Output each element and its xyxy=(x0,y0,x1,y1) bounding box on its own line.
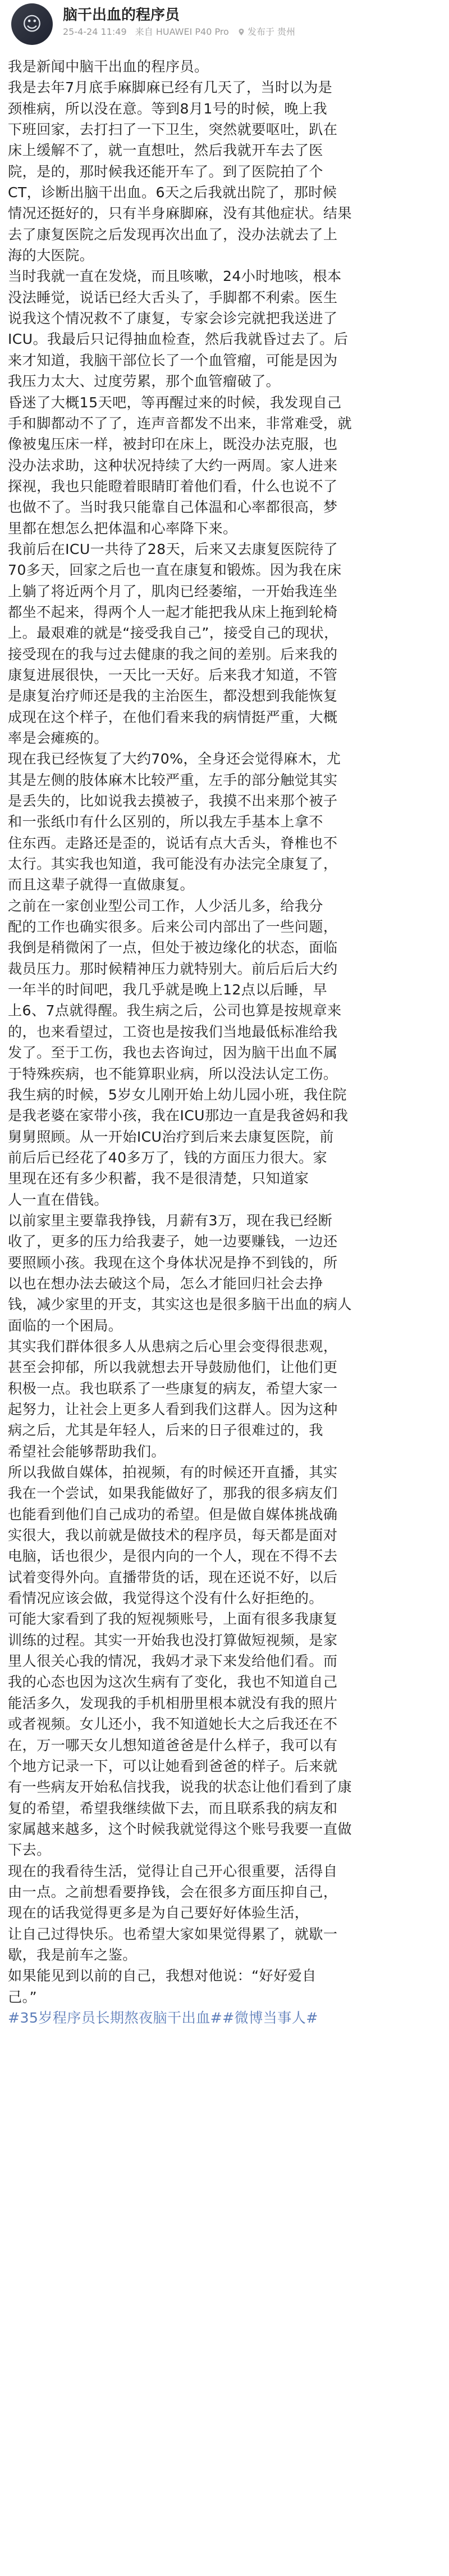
body-line: 探视，我也只能瞪着眼睛盯着他们看，什么也说不了 xyxy=(8,478,338,494)
body-line: 里都在想怎么把体温和心率降下来。 xyxy=(8,520,237,537)
body-line: 70多天，回家之后也一直在康复和锻炼。因为我在床 xyxy=(8,562,342,579)
body-line: 康复进展很快，一天比一天好。后来我才知道，不管 xyxy=(8,666,338,683)
body-line: 所以我做自媒体，拍视频，有的时候还开直播，其实 xyxy=(8,1464,338,1481)
body-line: 积极一点。我也联系了一些康复的病友，希望大家一 xyxy=(8,1380,338,1397)
body-line: 以也在想办法去破这个局，怎么才能回归社会去挣 xyxy=(8,1275,323,1292)
body-line: 其是左侧的肢体麻木比较严重，左手的部分触觉其实 xyxy=(8,771,338,788)
body-line: 训练的过程。其实一开始我也没打算做短视频，是家 xyxy=(8,1632,338,1648)
body-line: 是丢失的，比如说我去摸被子，我摸不出来那个被子 xyxy=(8,793,338,810)
body-line: 海的大医院。 xyxy=(8,247,94,264)
body-line: 都坐不起来，得两个人一起才能把我从床上拖到轮椅 xyxy=(8,603,338,620)
body-line: 里人很关心我的情况，我妈才录下来发给他们看。而 xyxy=(8,1653,338,1670)
body-line: 去了康复医院之后发现再次出血了，没办法就去了上 xyxy=(8,226,338,243)
body-line: 现在我已经恢复了大约70%，全身还会觉得麻木，尤 xyxy=(8,751,341,767)
post-source: 来自 HUAWEI P40 Pro xyxy=(135,26,229,37)
body-line: 我压力太大、过度劳累，那个血管瘤破了。 xyxy=(8,373,281,390)
body-line: 而且这辈子就得一直做康复。 xyxy=(8,876,194,893)
body-line: 要照顾小孩。我现在这个身体状况是挣不到钱的，所 xyxy=(8,1254,338,1271)
body-line: 发了。至于工伤，我也去咨询过，因为脑干出血不属 xyxy=(8,1044,338,1061)
body-line: 下去。 xyxy=(8,1842,51,1859)
body-line: 颈椎病，所以没在意。等到8月1号的时候，晚上我 xyxy=(8,100,328,117)
post-location-text: 发布于 贵州 xyxy=(247,26,296,37)
location-pin-icon xyxy=(237,28,245,36)
body-line: 面临的一个困局。 xyxy=(8,1317,123,1334)
body-line: 我是新闻中脑干出血的程序员。 xyxy=(8,58,209,75)
body-line: 当时我就一直在发烧，而且咳嗽，24小时地咳，根本 xyxy=(8,268,342,285)
body-line: ICU。我最后只记得抽血检查，然后我就昏过去了。后 xyxy=(8,331,349,348)
body-line: 是康复治疗师还是我的主治医生，都没想到我能恢复 xyxy=(8,688,338,705)
body-line: 昏迷了大概15天吧，等再醒过来的时候，我发现自己 xyxy=(8,394,342,411)
body-line: 前后后已经花了40多万了，钱的方面压力很大。家 xyxy=(8,1149,328,1166)
body-line: 我生病的时候，5岁女儿刚开始上幼儿园小班，我住院 xyxy=(8,1086,347,1103)
body-line: 希望社会能够帮助我们。 xyxy=(8,1443,166,1460)
body-line: 院，是的，那时候我还能开车了。到了医院拍了个 xyxy=(8,163,323,180)
body-line: 试着变得外向。直播带货的话，现在还说不好，以后 xyxy=(8,1569,338,1585)
body-line: 接受现在的我与过去健康的我之间的差别。后来我的 xyxy=(8,646,338,662)
body-line: 以前家里主要靠我挣钱，月薪有3万，现在我已经断 xyxy=(8,1212,333,1229)
body-line: 我在一个尝试，如果我能做好了，那我的很多病友们 xyxy=(8,1485,338,1502)
post-date: 25-4-24 11:49 xyxy=(63,26,127,37)
body-line: 没法睡觉，说话已经大舌头了，手脚都不利索。医生 xyxy=(8,289,338,306)
body-line: 我前后在ICU一共待了28天，后来又去康复医院待了 xyxy=(8,540,338,557)
body-line: 率是会瘫痪的。 xyxy=(8,730,108,746)
body-line: 上。最艰难的就是“接受我自己”，接受自己的现状， xyxy=(8,625,338,642)
body-line: 收了，更多的压力给我妻子，她一边要赚钱，一边还 xyxy=(8,1233,338,1250)
body-line: 上躺了将近两个月了，肌肉已经萎缩，一开始我连坐 xyxy=(8,583,338,599)
body-line: CT，诊断出脑干出血。6天之后我就出院了，那时候 xyxy=(8,184,337,201)
body-line: 太行。其实我也知道，我可能没有办法完全康复了， xyxy=(8,856,338,873)
body-line: 甚至会抑郁，所以我就想去开导鼓励他们，让他们更 xyxy=(8,1359,338,1376)
post-header xyxy=(0,0,449,56)
body-line: 人一直在借钱。 xyxy=(8,1191,108,1208)
body-line: 己。” xyxy=(8,1988,37,2005)
body-line: 说我这个情况救不了康复，专家会诊完就把我送进了 xyxy=(8,310,338,327)
body-line: 或者视频。女儿还小，我不知道她长大之后我还在不 xyxy=(8,1716,338,1733)
body-line: 下班回家，去打扫了一下卫生，突然就要呕吐，趴在 xyxy=(8,121,338,138)
person-avatar-icon: ☺ xyxy=(22,13,42,35)
body-line: 也能看到他们自己成功的希望。但是做自媒体挑战确 xyxy=(8,1506,338,1523)
body-line: 个地方记录一下，可以让她看到爸爸的样子。后来就 xyxy=(8,1757,338,1774)
body-line: 起努力，让社会上更多人看到我们这群人。因为这种 xyxy=(8,1401,338,1418)
body-line: 成现在这个样子，在他们看来我的病情挺严重，大概 xyxy=(8,708,338,725)
body-line: 由一点。之前想看要挣钱，会在很多方面压抑自己， xyxy=(8,1883,338,1900)
body-line: 现在的我看待生活，觉得让自己开心很重要，活得自 xyxy=(8,1862,338,1879)
body-line: 有一些病友开始私信找我，说我的状态让他们看到了康 xyxy=(8,1779,352,1796)
body-line: 复的希望，希望我继续做下去，而且联系我的病友和 xyxy=(8,1800,338,1816)
body-line: 配的工作也确实很多。后来公司内部出了一些问题， xyxy=(8,919,338,935)
body-line: 里现在还有多少积蓄，我不是很清楚，只知道家 xyxy=(8,1170,309,1187)
hashtags[interactable]: #35岁程序员长期熬夜脑干出血##微博当事人# xyxy=(8,2009,318,2026)
author-name[interactable]: 脑干出血的程序员 xyxy=(63,7,180,24)
body-line: 于特殊疾病，也不能算职业病，所以没法认定工伤。 xyxy=(8,1065,338,1082)
body-line: 看情况应该会做，我觉得这个没有什么好拒绝的。 xyxy=(8,1590,323,1607)
body-line: 没办法求助，这种状况持续了大约一两周。家人进来 xyxy=(8,457,338,474)
body-line: 舅舅照顾。从一开始ICU治疗到后来去康复医院，前 xyxy=(8,1128,334,1145)
body-line: 床上缓解不了，就一直想吐，然后我就开车去了医 xyxy=(8,142,323,159)
body-line: 钱，减少家里的开支，其实这也是很多脑干出血的病人 xyxy=(8,1296,352,1313)
body-line: 一年半的时间吧，我几乎就是晚上12点以后睡，早 xyxy=(8,982,328,998)
body-line: 我的心态也因为这次生病有了变化，我也不知道自己 xyxy=(8,1674,338,1691)
post-meta xyxy=(63,25,306,38)
body-line: 在，万一哪天女儿想知道爸爸是什么样子，我可以有 xyxy=(8,1737,338,1753)
body-line: 家属越来越多，这个时候我就觉得这个账号我要一直做 xyxy=(8,1820,352,1837)
body-line: 我倒是稍微闲了一点，但处于被边缘化的状态，面临 xyxy=(8,939,338,956)
post-location xyxy=(237,26,301,37)
body-line: 实很大，我以前就是做技术的程序员，每天都是面对 xyxy=(8,1527,338,1544)
body-line: 歇，我是前车之鉴。 xyxy=(8,1946,137,1963)
body-line: 住东西。走路还是歪的，说话有点大舌头，脊椎也不 xyxy=(8,834,338,851)
body-line: 情况还挺好的，只有半身麻脚麻，没有其他症状。结果 xyxy=(8,205,352,222)
body-line: 的，也来看望过，工资也是按我们当地最低标准给我 xyxy=(8,1023,338,1040)
body-line: 像被鬼压床一样，被封印在床上，既没办法克服，也 xyxy=(8,436,338,453)
body-line: 裁员压力。那时候精神压力就特别大。前后后后大约 xyxy=(8,960,338,977)
body-line: 让自己过得快乐。也希望大家如果觉得累了，就歇一 xyxy=(8,1925,338,1942)
body-line: 其实我们群体很多人从患病之后心里会变得很悲观， xyxy=(8,1338,338,1355)
body-line: 来才知道，我脑干部位长了一个血管瘤，可能是因为 xyxy=(8,352,338,369)
body-line: 之前在一家创业型公司工作，人少活儿多，给我分 xyxy=(8,897,323,914)
body-line: 和一张纸巾有什么区别的，所以我左手基本上拿不 xyxy=(8,814,323,830)
body-line: 也做不了。当时我只能靠自己体温和心率都很高，梦 xyxy=(8,499,338,516)
body-line: 可能大家看到了我的短视频账号，上面有很多我康复 xyxy=(8,1611,338,1628)
body-line: 上6、7点就得醒。我生病之后，公司也算是按规章来 xyxy=(8,1002,342,1019)
body-line: 病之后，尤其是年轻人，后来的日子很难过的，我 xyxy=(8,1422,323,1439)
body-line: 电脑，话也很少，是很内向的一个人，现在不得不去 xyxy=(8,1548,338,1565)
body-line: 是我老婆在家带小孩，我在ICU那边一直是我爸妈和我 xyxy=(8,1107,349,1124)
body-line: 手和脚都动不了了，连声音都发不出来，非常难受，就 xyxy=(8,415,352,431)
body-line: 能活多久，发现我的手机相册里根本就没有我的照片 xyxy=(8,1694,338,1711)
body-line: 现在的话我觉得更多是为自己要好好体验生活， xyxy=(8,1905,309,1921)
post-body xyxy=(8,56,441,2028)
body-line: 如果能见到以前的自己，我想对他说：“好好爱自 xyxy=(8,1968,317,1984)
avatar[interactable] xyxy=(11,3,53,45)
body-line: 我是去年7月底手麻脚麻已经有几天了，当时以为是 xyxy=(8,79,333,96)
